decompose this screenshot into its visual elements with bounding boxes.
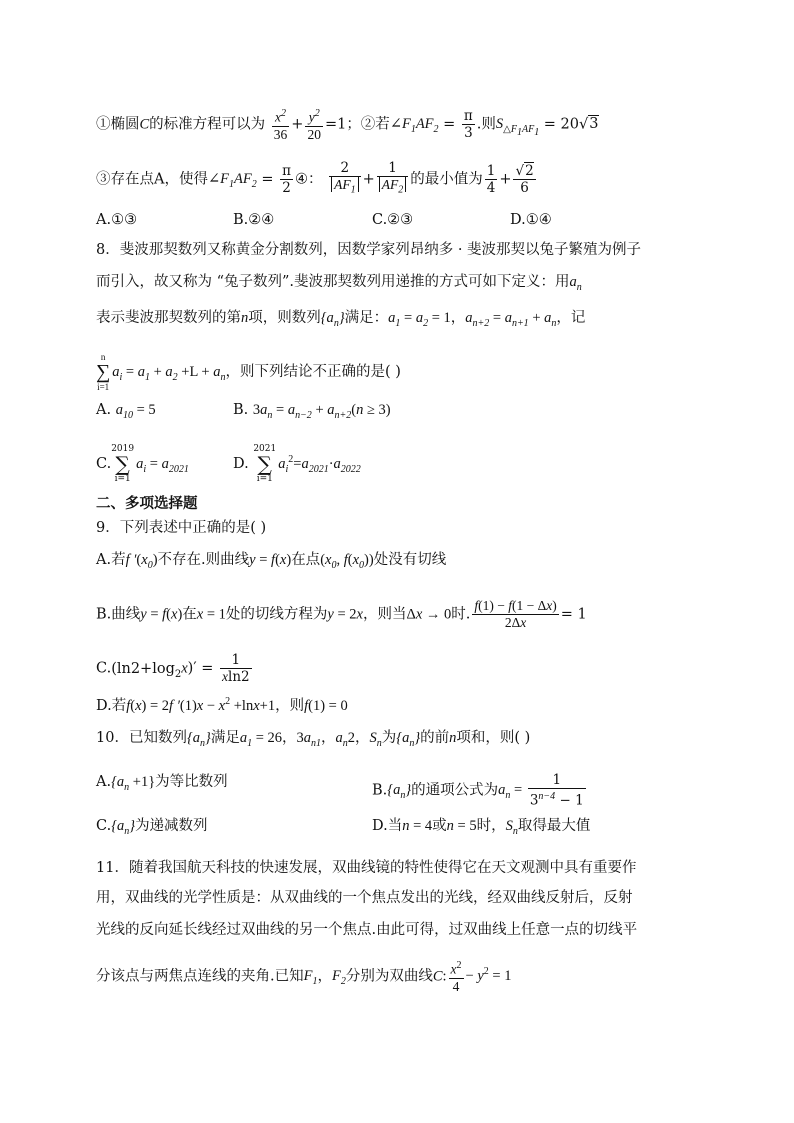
text: B. <box>233 402 249 418</box>
summation: 2021 ∑ i=1 <box>253 444 277 484</box>
text: ， <box>317 968 332 985</box>
text: ③存在点A，使得 <box>96 171 208 188</box>
q9-option-d: D.若f(x) = 2f $'(1)x - x^2 +\ln x+1$，则f(1) = 0 <box>96 696 348 714</box>
text: ，则当 <box>362 606 407 623</box>
text: 取得最大值 <box>517 818 591 834</box>
text: 为 <box>381 730 397 746</box>
q11-stem-line-1: 11．随着我国航天科技的快速发展，双曲线镜的特性使得它在天文观测中具有重要作 <box>96 860 637 876</box>
summation: n ∑ i=1 <box>96 352 111 392</box>
text: B. <box>372 782 388 799</box>
text: ， <box>321 730 336 746</box>
text: A. <box>96 774 112 790</box>
text: 的通项公式为 <box>411 782 499 799</box>
fraction: $\frac{f(1) - f(1 - \Delta x)}{2\Delta x}$ <box>474 598 557 630</box>
text: B.曲线 <box>96 606 141 623</box>
text: .则 <box>476 116 496 133</box>
q8-stem-line-2: 而引入，故又称为 “兔子数列”.斐波那契数列用递推的方式可如下定义：用$a_n$ <box>96 274 582 293</box>
text: ④： <box>294 171 323 188</box>
text: ①椭圆 <box>96 116 140 133</box>
q7-option-d: D.①④ <box>510 212 552 228</box>
q7-option-c: C.②③ <box>372 212 414 228</box>
q8-option-d: D. 2021 ∑ i=1 $a_i^2=a_{2021}\cdot a_{2022}$ <box>233 444 361 484</box>
text: C. <box>96 456 112 472</box>
fraction: $\frac{1}{4}$ <box>486 162 496 196</box>
text: 为递减数列 <box>135 818 208 834</box>
text: 的标准方程可以为 <box>149 116 266 133</box>
text: D.当 <box>372 818 403 834</box>
text: 分该点与两焦点连线的夹角.已知 <box>96 968 304 985</box>
text: 不存在.则曲线 <box>157 552 250 568</box>
q10-option-d: D.当n = 4或n = 5时，$S_n$取得最大值 <box>372 818 591 837</box>
text: ，则下列结论不正确的是( ) <box>225 364 401 380</box>
text: 的最小值为 <box>410 171 483 188</box>
q7-option-b: B.②④ <box>233 212 275 228</box>
q8-option-b: B. $3a_n = a_{n-2} + a_{n+2}(n \ge 3)$ <box>233 402 391 421</box>
fraction: $\frac{\pi}{3}$ <box>463 107 473 141</box>
q9-option-a: A.若f $'(x_0)$不存在.则曲线y = f(x)在点($x_0$, $f(x_0)$)处没有切线 <box>96 552 447 571</box>
q11-stem-line-4: 分该点与两焦点连线的夹角.已知$F_1$，$F_2$分别为双曲线C: $\frac{x^2}{4}$ − $y^2 = 1$ <box>96 960 512 994</box>
summation: 2019 ∑ i=1 <box>111 444 135 484</box>
fraction: $\frac{\pi}{2}$ <box>282 162 291 196</box>
text: A. <box>96 402 112 418</box>
text: ， <box>355 730 370 746</box>
text: 分别为双曲线 <box>345 968 433 985</box>
text: ，则 <box>275 697 305 714</box>
q11-stem-line-2: 用，双曲线的光学性质是：从双曲线的一个焦点发出的光线，经双曲线反射后，反射 <box>96 890 633 906</box>
fraction: $\frac{2}{AF_1}$ <box>329 160 361 199</box>
q10-option-b: $B.\{a_n\}$的通项公式为$a_n$ = $\frac{1}{3^{n-4} - 1}$ <box>372 772 584 809</box>
section-title: 二、多项选择题 <box>96 496 198 512</box>
q8-stem-line-4: n ∑ i=1 $a_i = a_1 + a_2 +L + a_n$，则下列结论不正确的是( ) <box>96 352 401 392</box>
q10-option-c: $C.\{a_n\}$为递减数列 <box>96 818 208 837</box>
text: C. <box>96 818 112 834</box>
text: ；②若 <box>346 116 390 133</box>
text: C. <box>96 660 112 677</box>
text: 项和，则( ) <box>456 730 531 746</box>
q9-option-b: B.曲线y = f(x)在x = 1处的切线方程为y = 2x，则当Δx → 0时. $\frac{f(1) - f(1 - \Delta x)}{2\Delta x}$ = 1 <box>96 598 587 630</box>
fraction: $\frac{x^2}{4}$ <box>450 960 462 994</box>
fraction: $\frac{x^2}{36}$ <box>273 108 288 142</box>
text: 表示斐波那契数列的第 <box>96 310 241 326</box>
text: ， <box>450 310 466 326</box>
q9-stem: 9．下列表述中正确的是( ) <box>96 520 267 536</box>
text: 时. <box>451 606 471 623</box>
q9-option-c: $C.(\ln 2+\log_2x)'$ = $\frac{1}{xln2}$ <box>96 652 250 685</box>
q7-statement-3-4: ③存在点A，使得$\angle F_1AF_2$ = $\frac{\pi}{2}$ ④： $\frac{2}{AF_1}$ + $\frac{1}{AF_2}$ 的最小值为 $\frac{1}{4}$ + $\frac{√2}{6}$ <box>96 160 538 199</box>
text: 在 <box>182 606 197 623</box>
fraction: $\frac{y^2}{20}$ <box>307 108 321 142</box>
text: 处的切线方程为 <box>225 606 328 623</box>
fraction: $\frac{1}{xln2}$ <box>222 652 250 685</box>
fraction: $\frac{1}{3^{n-4} - 1}$ <box>529 772 584 809</box>
text: A.若 <box>96 552 126 568</box>
q7-statement-1-2: ①椭圆C的标准方程可以为 $\frac{x^2}{36}$ + $\frac{y^2}{20}$ =1；②若$\angle F_1AF_2$ = $\frac{\pi}{3}$ .则$S_{\triangle F_1AF_1} = 20√3$ <box>96 107 599 142</box>
text: 项，则数列 <box>248 310 321 326</box>
text: 满足： <box>344 310 389 326</box>
text: 满足 <box>210 730 240 746</box>
text: ，记 <box>556 310 586 326</box>
q8-stem-line-1: 8．斐波那契数列又称黄金分割数列，因数学家列昂纳多 · 斐波那契以兔子繁殖为例子 <box>96 242 642 258</box>
q8-stem-line-3: 表示斐波那契数列的第n项，则数列$\{a_n\}$满足：$a_1 = a_2 = 1$，$a_{n+2} = a_{n+1} + a_n$，记 <box>96 310 586 329</box>
q10-option-a: $A.\{a_n +1\}$为等比数列 <box>96 774 228 793</box>
q10-stem: 10．已知数列$\{a_n\}$满足$a_1 = 26$，$3a_{n1}$，$a_n2$，$S_n$为$\{a_n\}$的前n项和，则( ) <box>96 730 531 749</box>
text: 10．已知数列 <box>96 730 187 746</box>
text: 或 <box>432 818 447 834</box>
fraction: $\frac{1}{AF_2}$ <box>377 160 409 199</box>
text: 为等比数列 <box>155 774 228 790</box>
text: D.若 <box>96 697 127 714</box>
text: 而引入，故又称为 “兔子数列”.斐波那契数列用递推的方式可如下定义：用 <box>96 274 570 290</box>
text: D. <box>233 456 249 472</box>
text: 在点 <box>291 552 321 568</box>
text: 处没有切线 <box>373 552 447 568</box>
q11-stem-line-3: 光线的反向延长线经过双曲线的另一个焦点.由此可得，过双曲线上任意一点的切线平 <box>96 922 638 938</box>
q7-option-a: A.①③ <box>96 212 138 228</box>
q8-option-c: C. 2019 ∑ i=1 $a_i = a_{2021}$ <box>96 444 189 484</box>
fraction: $\frac{√2}{6}$ <box>515 162 534 196</box>
q8-option-a: A. $a_{10} = 5$ <box>96 402 156 421</box>
text: 的前 <box>420 730 450 746</box>
text: 时， <box>476 818 506 834</box>
text: ， <box>282 730 297 746</box>
